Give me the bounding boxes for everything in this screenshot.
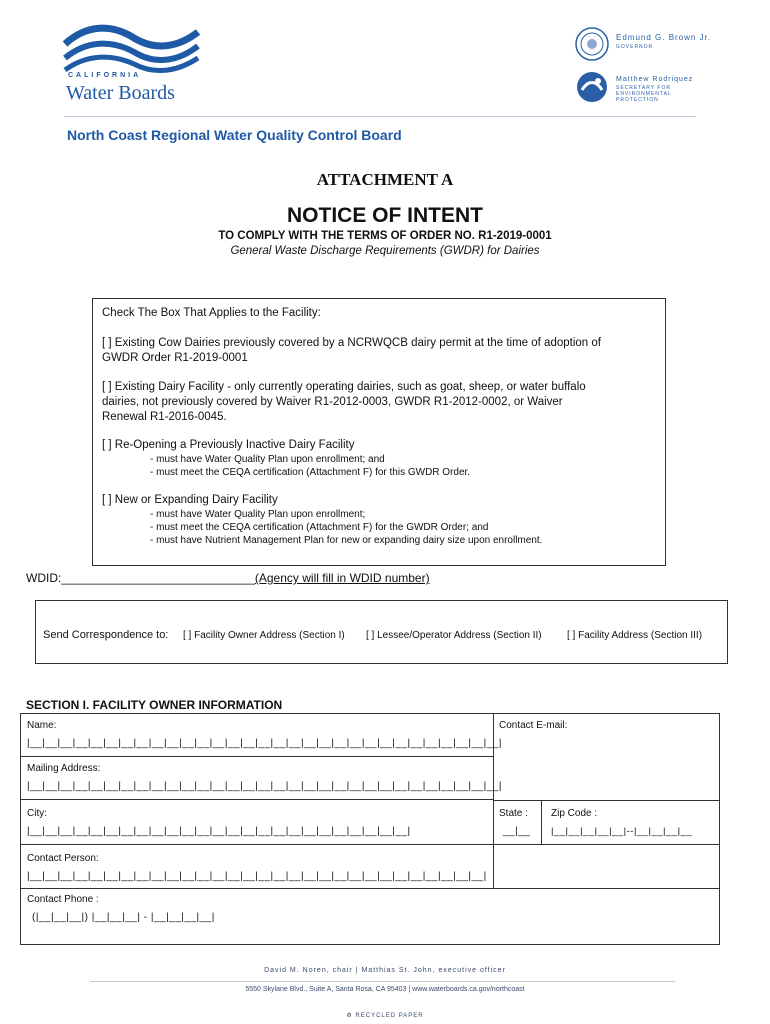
city-input-boxes[interactable]: |__|__|__|__|__|__|__|__|__|__|__|__|__|__|__|__|__|__|__|__|__|__|__|__|__| [27,826,411,837]
correspondence-lessee-option[interactable]: [ ] Lessee/Operator Address (Section II) [366,630,542,641]
board-name: North Coast Regional Water Quality Control Board [67,127,402,143]
zip-code-label: Zip Code : [551,808,598,819]
option-existing-cow-dairies-cont: GWDR Order R1-2019-0001 [102,352,248,364]
header-divider [64,116,696,117]
calepa-logo-icon [574,70,610,104]
wdid-line [26,571,430,585]
reopening-requirement-2: - must meet the CEQA certification (Attachment F) for this GWDR Order. [150,467,471,478]
city-label: City: [27,808,47,819]
logo-state-text: CALIFORNIA [68,72,142,79]
footer-divider [90,981,675,982]
option-new-expanding-dairy[interactable]: [ ] New or Expanding Dairy Facility [102,494,278,506]
order-subtitle: TO COMPLY WITH THE TERMS OF ORDER NO. R1-2019-0001 [218,230,552,242]
footer-address: 5550 Skylane Blvd., Suite A, Santa Rosa, CA 95403 | www.waterboards.ca.gov/northcoast [245,986,525,993]
form-state-zip-divider [541,800,542,844]
form-rule-contact [20,888,720,889]
state-input-boxes[interactable]: __|__ [503,826,531,837]
option-existing-dairy-facility[interactable]: [ ] Existing Dairy Facility - only currently operating dairies, such as goat, sheep, or water buffalo [102,381,586,393]
mailing-address-label: Mailing Address: [27,763,101,774]
correspondence-owner-option[interactable]: [ ] Facility Owner Address (Section I) [183,630,345,641]
contact-person-input-boxes[interactable]: |__|__|__|__|__|__|__|__|__|__|__|__|__|__|__|__|__|__|__|__|__|__|__|__|__|__|__|__|__|__| [27,871,487,882]
attachment-title: ATTACHMENT A [316,170,454,189]
secretary-title: SECRETARY FOR ENVIRONMENTAL PROTECTION [616,85,672,103]
option-existing-dairy-facility-cont2: Renewal R1-2016-0045. [102,411,227,423]
wdid-note: (Agency will fill in WDID number) [254,571,430,585]
recycled-paper-text: RECYCLED PAPER [355,1013,424,1019]
facility-type-heading: Check The Box That Applies to the Facility: [102,307,321,319]
correspondence-label: Send Correspondence to: [43,629,169,641]
section-1-heading: SECTION I. FACILITY OWNER INFORMATION [26,698,283,712]
notice-title: NOTICE OF INTENT [287,204,483,227]
reopening-requirement-1: - must have Water Quality Plan upon enrollment; and [150,454,385,465]
form-rule-mailing [20,799,493,800]
option-reopening-dairy[interactable]: [ ] Re-Opening a Previously Inactive Dairy Facility [102,439,355,451]
recycle-icon: ♻ [346,1013,353,1019]
recycled-paper-note [0,1012,770,1019]
correspondence-facility-option[interactable]: [ ] Facility Address (Section III) [567,630,703,641]
gwdr-subtitle: General Waste Discharge Requirements (GWDR) for Dairies [230,245,540,257]
email-label: Contact E-mail: [499,720,568,731]
wdid-field[interactable]: WDID:_____________________________ [26,571,255,585]
california-seal-icon [574,26,610,62]
zip-code-input-boxes[interactable]: |__|__|__|__|__|--|__|__|__|__ [551,826,693,837]
name-label: Name: [27,720,57,731]
form-rule-name [20,756,493,757]
option-existing-cow-dairies[interactable]: [ ] Existing Cow Dairies previously covered by a NCRWQCB dairy permit at the time of adoption of [102,337,601,349]
new-requirement-2: - must meet the CEQA certification (Attachment F) for the GWDR Order; and [150,522,489,533]
new-requirement-1: - must have Water Quality Plan upon enrollment; [150,509,366,520]
contact-person-label: Contact Person: [27,853,99,864]
state-label: State : [499,808,528,819]
mailing-address-input-boxes[interactable]: |__|__|__|__|__|__|__|__|__|__|__|__|__|__|__|__|__|__|__|__|__|__|__|__|__|__|__|__|__|__|__| [27,781,502,792]
governor-title: GOVERNOR [616,44,654,50]
footer-officers: David M. Noren, chair | Matthias St. John, executive officer [264,967,506,974]
name-input-boxes[interactable]: |__|__|__|__|__|__|__|__|__|__|__|__|__|__|__|__|__|__|__|__|__|__|__|__|__|__|__|__|__|__|__| [27,738,502,749]
option-existing-dairy-facility-cont1: dairies, not previously covered by Waiver R1-2012-0003, GWDR R1-2012-0002, or Waiver [102,396,563,408]
contact-phone-label: Contact Phone : [27,894,99,905]
form-rule-city [20,844,720,845]
logo-name-text: Water Boards [66,82,175,104]
governor-name: Edmund G. Brown Jr. [616,33,712,42]
new-requirement-3: - must have Nutrient Management Plan for new or expanding dairy size upon enrollment. [150,535,543,546]
contact-phone-input-boxes[interactable]: (|__|__|__|) |__|__|__| - |__|__|__|__| [32,912,215,923]
secretary-name: Matthew Rodriquez [616,76,694,83]
form-rule-email [493,800,720,801]
